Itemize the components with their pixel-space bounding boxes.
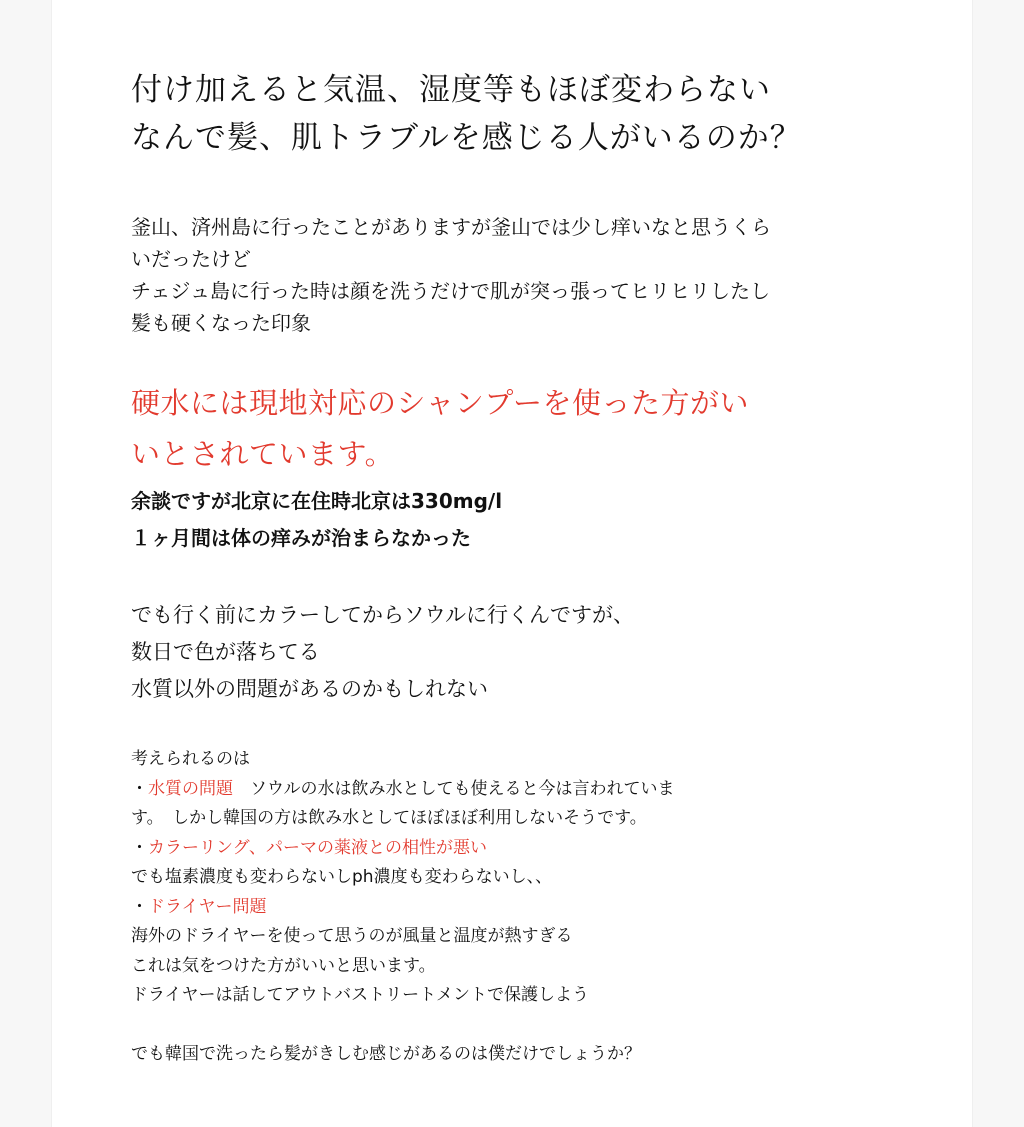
- reason-text-water-quality-cont: す。 しかし韓国の方は飲み水としてほぼほぼ利用しないそうです。: [131, 808, 647, 828]
- heading-line-2: なんで髪、肌トラブルを感じる人がいるのか？: [131, 120, 802, 156]
- callout-line-1: 硬水には現地対応のシャンプーを使った方がい: [131, 386, 750, 420]
- experience-line-4: 髪も硬くなった印象: [131, 311, 311, 335]
- bullet: ・: [131, 778, 148, 799]
- aside-line-1: 余談ですが北京に在住時北京は330mg/l: [131, 489, 503, 513]
- color-line-2: 数日で色が落ちてる: [131, 640, 320, 664]
- document-page: [52, 0, 972, 1127]
- reason-item-chemical-compat: [131, 834, 831, 864]
- experience-line-2: いだったけど: [131, 247, 251, 271]
- reason-title-chemical-compat: カラーリング、パーマの薬液との相性が悪い: [148, 837, 487, 858]
- reasons-list: [131, 745, 831, 1011]
- callout-line-2: いとされています。: [131, 437, 395, 471]
- heading-line-1: 付け加えると気温、湿度等もほぼ変わらない: [131, 72, 771, 108]
- color-fade-paragraph: [131, 597, 831, 708]
- reason-item-dryer: [131, 893, 831, 923]
- reason-title-water-quality: 水質の問題: [148, 778, 233, 799]
- reasons-intro: 考えられるのは: [131, 749, 250, 769]
- reason-text-dryer-1: 海外のドライヤーを使って思うのが風量と温度が熱すぎる: [131, 926, 573, 946]
- reason-text-dryer-3: ドライヤーは話してアウトバストリートメントで保護しよう: [131, 985, 589, 1005]
- experience-paragraph: [131, 211, 831, 339]
- beijing-aside: [131, 483, 831, 557]
- bullet: ・: [131, 837, 148, 858]
- hard-water-callout: [131, 378, 831, 480]
- reason-text-water-quality: ソウルの水は飲み水としても使えると今は言われていま: [233, 778, 675, 799]
- color-line-1: でも行く前にカラーしてからソウルに行くんですが、: [131, 603, 634, 627]
- aside-line-2: １ヶ月間は体の痒みが治まらなかった: [131, 526, 471, 550]
- reason-text-chemical-compat: でも塩素濃度も変わらないしph濃度も変わらないし、、: [131, 867, 553, 887]
- reason-title-dryer: ドライヤー問題: [148, 896, 267, 917]
- article-heading: [131, 66, 831, 162]
- reason-item-water-quality: [131, 775, 831, 805]
- article-body: [131, 66, 831, 1086]
- experience-line-3: チェジュ島に行った時は顔を洗うだけで肌が突っ張ってヒリヒリしたし: [131, 279, 770, 303]
- experience-line-1: 釜山、済州島に行ったことがありますが釜山では少し痒いなと思うくら: [131, 215, 771, 239]
- color-line-3: 水質以外の問題があるのかもしれない: [131, 677, 488, 701]
- reason-text-dryer-2: これは気をつけた方がいいと思います。: [131, 955, 436, 976]
- bullet: ・: [131, 896, 148, 917]
- closing-question: でも韓国で洗ったら髪がきしむ感じがあるのは僕だけでしょうか？: [131, 1043, 641, 1064]
